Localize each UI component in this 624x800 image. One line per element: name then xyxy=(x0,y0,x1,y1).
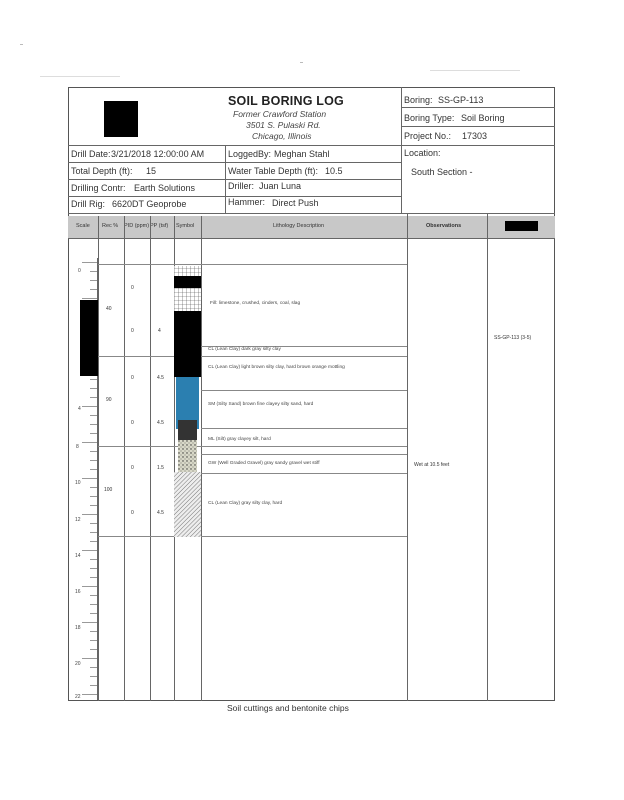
observation-sample-id: SS-GP-113 (3-5) xyxy=(494,335,532,341)
depth-label: 14 xyxy=(75,553,81,559)
boring-type-label: Boring Type: xyxy=(404,113,455,123)
pp-value: 4.5 xyxy=(157,420,164,426)
scale-tick xyxy=(82,622,98,623)
lithology-lean-clay-light-brown: CL (Lean Clay) light brown silty clay, hard brown orange mottling xyxy=(208,365,345,370)
drill-rig-value: 6620DT Geoprobe xyxy=(112,199,187,209)
observation-water-note: Wet at 10.5 feet xyxy=(414,462,450,468)
boring-value: SS-GP-113 xyxy=(438,95,484,105)
pid-value: 0 xyxy=(131,510,134,516)
boring-type-value: Soil Boring xyxy=(461,113,505,123)
lithology-well-graded-gravel: GW (Well Graded Gravel) gray sandy gravel wet stiff xyxy=(208,461,320,466)
soil-symbol-column xyxy=(174,260,201,540)
pid-value: 0 xyxy=(131,465,134,471)
log-title: SOIL BORING LOG xyxy=(228,94,344,108)
total-depth-label: Total Depth (ft): xyxy=(71,166,133,176)
scan-speck xyxy=(300,62,303,63)
scan-speck xyxy=(430,70,520,71)
pp-value: 1.5 xyxy=(157,465,164,471)
boring-label: Boring: xyxy=(404,95,433,105)
fill-symbol xyxy=(174,266,201,276)
site-address: 3501 S. Pulaski Rd. xyxy=(246,120,321,130)
lean-clay-symbol xyxy=(174,472,201,537)
scale-tick xyxy=(82,262,98,263)
drill-date-label: Drill Date: xyxy=(71,149,111,159)
scale-tick xyxy=(82,478,98,479)
drill-date-value: 3/21/2018 12:00:00 AM xyxy=(111,149,205,159)
pid-value: 0 xyxy=(131,375,134,381)
recovery-value: 100 xyxy=(104,487,113,493)
logged-by-label: LoggedBy: xyxy=(228,149,272,159)
pp-value: 4.5 xyxy=(157,375,164,381)
lithology-lean-clay-gray: CL (Lean Clay) gray silty clay, hard xyxy=(208,501,283,506)
recovery-value: 90 xyxy=(106,397,112,403)
fill-symbol xyxy=(174,288,201,311)
drilling-contr-value: Earth Solutions xyxy=(134,183,196,193)
pid-value: 0 xyxy=(131,285,134,291)
column-header-row xyxy=(68,216,555,239)
site-name: Former Crawford Station xyxy=(233,109,327,119)
col-scale: Scale xyxy=(76,223,90,229)
scale-tick xyxy=(82,514,98,515)
project-value: 17303 xyxy=(462,131,488,141)
scale-tick xyxy=(82,658,98,659)
depth-label: 8 xyxy=(76,444,79,450)
depth-label: 22 xyxy=(75,694,81,700)
scale-tick xyxy=(82,406,98,407)
pp-value: 4 xyxy=(158,328,161,334)
water-table-label: Water Table Depth (ft): xyxy=(228,166,319,176)
scale-tick xyxy=(82,694,98,695)
hammer-label: Hammer: xyxy=(228,197,266,207)
lithology-silty-sand: SM (Silty Sand) brown fine clayey silty sand, hard xyxy=(208,402,314,407)
driller-label: Driller: xyxy=(228,181,254,191)
footer-note: Soil cuttings and bentonite chips xyxy=(227,703,349,713)
clay-symbol xyxy=(174,311,201,377)
redacted-column-header xyxy=(505,221,538,231)
logged-by-value: Meghan Stahl xyxy=(274,149,330,159)
scale-tick xyxy=(82,550,98,551)
scale-tick xyxy=(82,442,98,443)
drill-rig-label: Drill Rig: xyxy=(71,199,106,209)
lithology-lean-clay-dark-gray: CL (Lean Clay) dark gray silty clay xyxy=(208,347,281,352)
scale-tick xyxy=(82,586,98,587)
project-label: Project No.: xyxy=(404,131,452,141)
gravel-symbol xyxy=(178,440,197,472)
recovery-value: 40 xyxy=(106,306,112,312)
col-pid: PID (ppm) xyxy=(124,223,150,229)
pp-value: 4.5 xyxy=(157,510,164,516)
scan-speck xyxy=(20,44,23,45)
col-symbol: Symbol xyxy=(176,223,195,229)
depth-label: 16 xyxy=(75,589,81,595)
col-pp: PP (tsf) xyxy=(150,223,169,229)
depth-label: 20 xyxy=(75,661,81,667)
col-rec: Rec % xyxy=(102,223,119,229)
location-value: South Section - xyxy=(411,167,473,177)
location-label: Location: xyxy=(404,148,441,158)
site-city: Chicago, Illinois xyxy=(252,131,312,141)
driller-value: Juan Luna xyxy=(259,181,302,191)
redacted-logo xyxy=(104,101,138,137)
scale-tick xyxy=(82,298,98,299)
water-table-value: 10.5 xyxy=(325,166,343,176)
drilling-contr-label: Drilling Contr: xyxy=(71,183,126,193)
total-depth-value: 15 xyxy=(146,166,157,176)
depth-label: 4 xyxy=(78,406,81,412)
depth-label: 10 xyxy=(75,480,81,486)
depth-label: 0 xyxy=(78,268,81,274)
pid-value: 0 xyxy=(131,328,134,334)
pid-value: 0 xyxy=(131,420,134,426)
scan-speck xyxy=(40,76,120,77)
silt-symbol xyxy=(178,420,197,440)
lithology-fill: Fill: limestone, crushed, cinders, coal, slag xyxy=(210,301,301,306)
redacted-scale-marker xyxy=(80,300,98,376)
col-lithology: Lithology Description xyxy=(273,223,325,229)
hammer-value: Direct Push xyxy=(272,198,319,208)
col-observations: Observations xyxy=(426,223,462,229)
depth-label: 12 xyxy=(75,517,81,523)
lithology-silt: ML (Silt) gray clayey silt, hard xyxy=(208,437,271,442)
redacted-symbol xyxy=(174,276,201,288)
depth-label: 18 xyxy=(75,625,81,631)
